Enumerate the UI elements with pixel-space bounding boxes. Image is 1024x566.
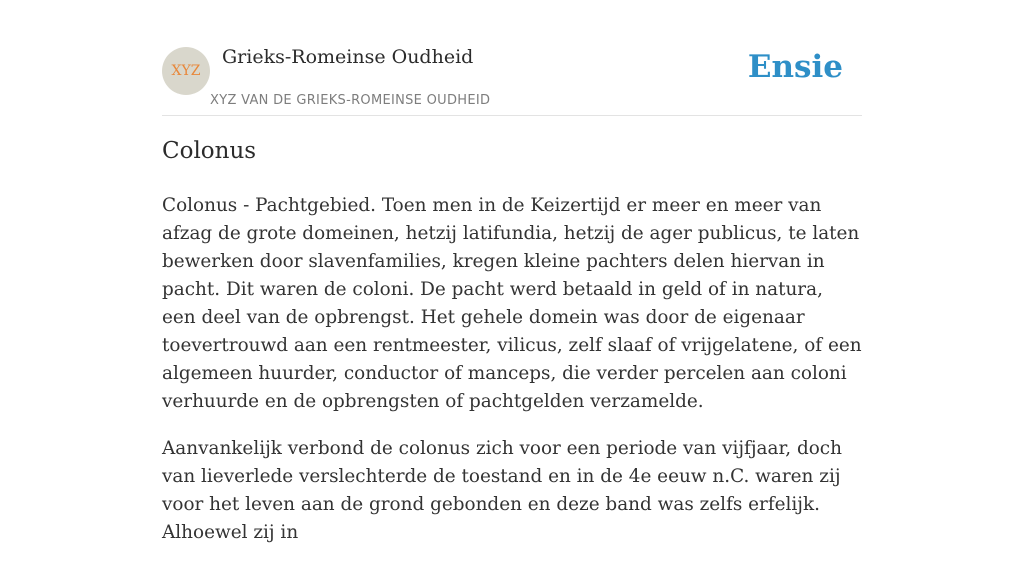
avatar-text: XYZ xyxy=(171,63,201,79)
article-paragraph: Colonus - Pachtgebied. Toen men in de Keizertijd er meer en meer van afzag de grote domeinen, hetzij latifundia, hetzij de ager publicus, te laten bewerken door slavenfamilies, kregen kleine pachters delen hiervan in pacht. Dit waren de coloni. De pacht werd betaald in geld of in natura, een deel van de opbrengst. Het gehele domein was door de eigenaar toevertrouwd aan een rentmeester, vilicus, zelf slaaf of vrijgelatene, of een algemeen huurder, conductor of manceps, die verder percelen aan coloni verhuurde en de opbrengsten of pachtgelden verzamelde. xyxy=(162,195,862,412)
source-header xyxy=(162,0,862,116)
source-title-link[interactable]: Grieks-Romeinse Oudheid xyxy=(222,46,474,68)
source-subtitle: XYZ VAN DE GRIEKS-ROMEINSE OUDHEID xyxy=(210,93,491,108)
article-page xyxy=(162,0,862,543)
article-body xyxy=(162,192,862,566)
ensie-logo-link[interactable]: Ensie xyxy=(747,49,843,85)
article-title: Colonus xyxy=(162,138,257,164)
source-avatar[interactable] xyxy=(162,47,210,95)
article-paragraph: Aanvankelijk verbond de colonus zich voor een periode van vijfjaar, doch van lieverlede verslechterde de toestand en in de 4e eeuw n.C. waren zij voor het leven aan de grond gebonden en deze band was zelfs erfelijk. Alhoewel zij in xyxy=(162,438,842,543)
